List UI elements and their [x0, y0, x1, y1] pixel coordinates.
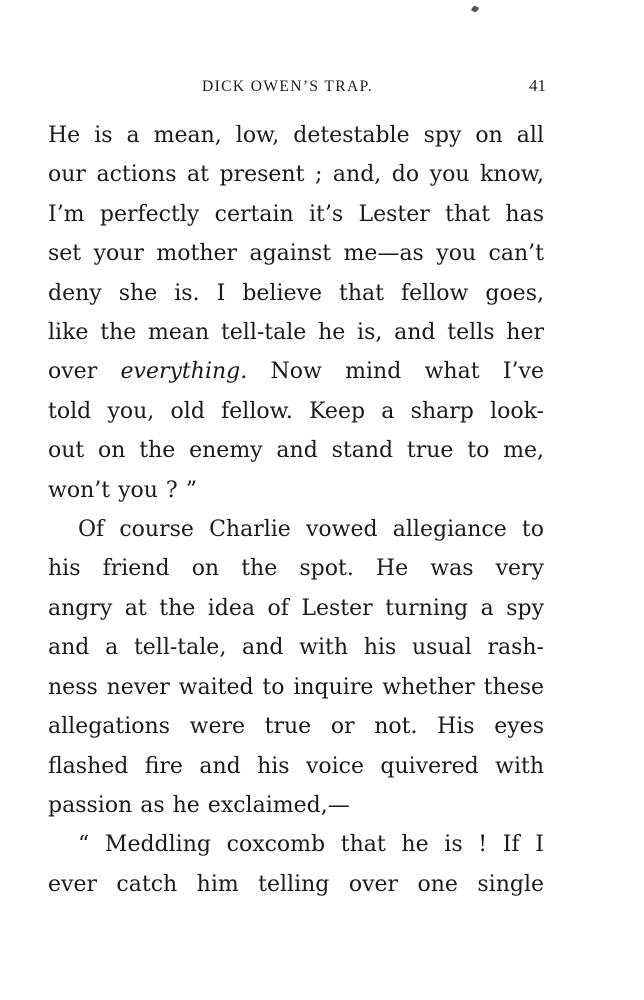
body-text: [48, 116, 544, 904]
text-line: I’m perfectly certain it’s Lester that has: [48, 201, 544, 227]
text-line: “ Meddling coxcomb that he is ! If I: [78, 832, 544, 858]
text-line: like the mean tell-tale he is, and tells her: [48, 320, 544, 346]
text-line: passion as he exclaimed,—: [48, 792, 350, 818]
text-fragment: Now mind what I’ve: [270, 359, 544, 385]
ink-speck: [471, 5, 479, 13]
text-fragment: over: [48, 359, 98, 385]
text-line: set your mother against me—as you can’t: [48, 241, 544, 267]
text-line: told you, old fellow. Keep a sharp look-: [48, 398, 544, 424]
text-line: and a tell-tale, and with his usual rash-: [48, 635, 544, 661]
text-line: won’t you ? ”: [48, 477, 197, 503]
page-header: [48, 74, 544, 104]
text-line: allegations were true or not. His eyes: [48, 714, 544, 740]
text-line: He is a mean, low, detestable spy on all: [48, 123, 544, 148]
text-line: deny she is. I believe that fellow goes,: [48, 280, 544, 306]
text-line: angry at the idea of Lester turning a spy: [48, 595, 544, 621]
text-line: Of course Charlie vowed allegiance to: [78, 517, 544, 543]
text-line: our actions at present ; and, do you know,: [48, 162, 544, 188]
text-line: ever catch him telling over one single: [48, 871, 544, 897]
text-line: [48, 352, 544, 391]
running-head: DICK OWEN’S TRAP.: [202, 78, 374, 95]
text-line: ness never waited to inquire whether these: [48, 674, 544, 700]
text-line: out on the enemy and stand true to me,: [48, 438, 544, 464]
text-line: flashed fire and his voice quivered with: [48, 753, 544, 779]
text-line: his friend on the spot. He was very: [48, 556, 544, 582]
emphasized-word: everything.: [120, 359, 248, 385]
page-number: 41: [529, 76, 546, 95]
